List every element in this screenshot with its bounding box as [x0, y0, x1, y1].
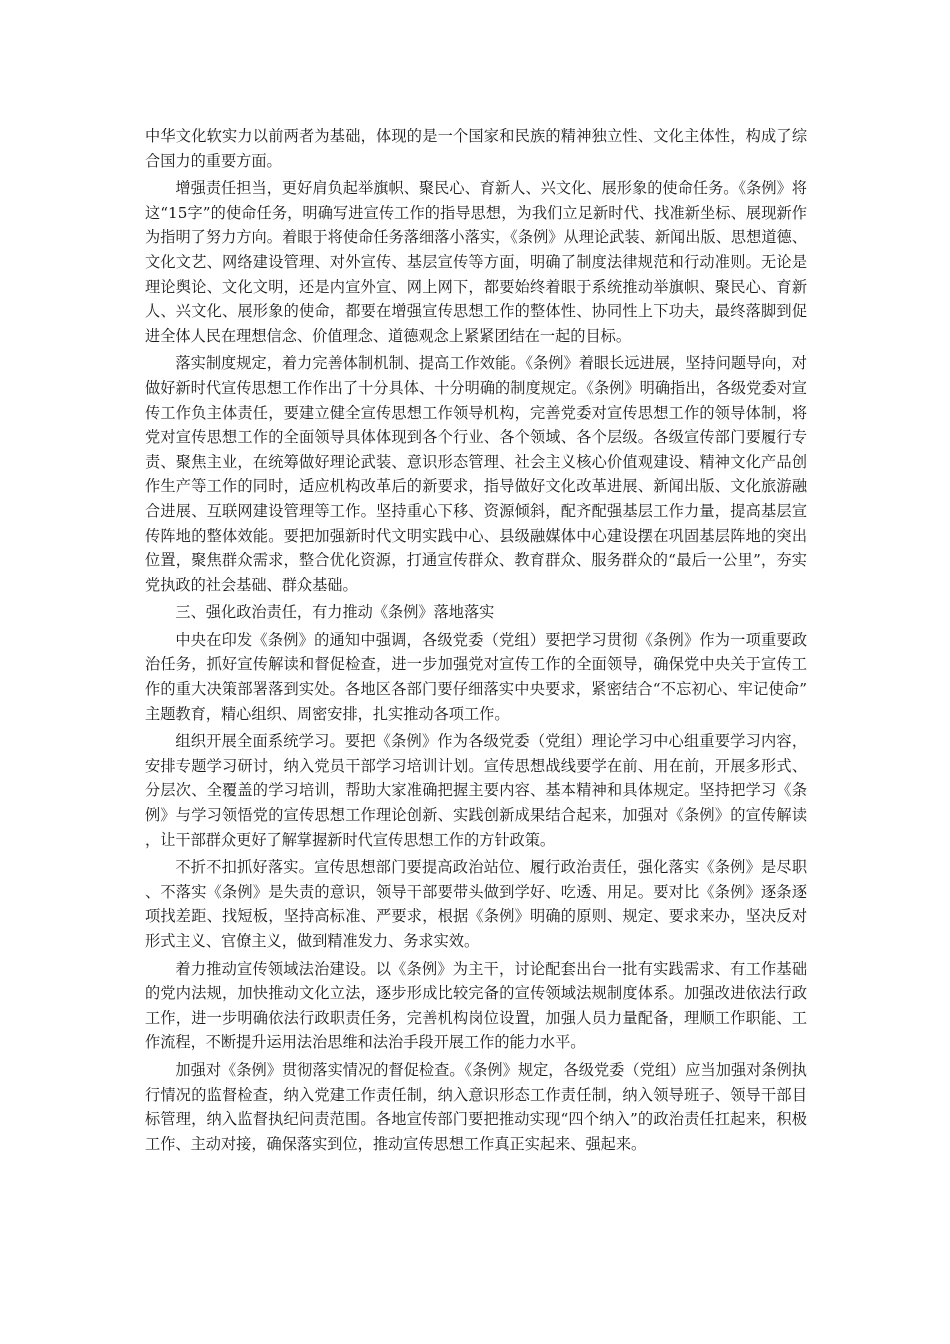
paragraph: 加强对《条例》贯彻落实情况的督促检查。《条例》规定，各级党委（党组）应当加强对条例执行情况的监督检查，纳入党建工作责任制，纳入意识形态工作责任制，纳入领导班子、领导干部目标管理，纳入监督执纪问责范围。各地宣传部门要把推动实现“四个纳入”的政治责任扛起来，积极工作、主动对接，确保落实到位，推动宣传思想工作真正实起来、强起来。	[145, 1060, 807, 1153]
section-heading: 三、强化政治责任，有力推动《条例》落地落实	[175, 603, 495, 622]
paragraph: 不折不扣抓好落实。宣传思想部门要提高政治站位、履行政治责任，强化落实《条例》是尽职、不落实《条例》是失责的意识，领导干部要带头做到学好、吃透、用足。要对比《条例》逐条逐项找差距、找短板，坚持高标准、严要求，根据《条例》明确的原则、规定、要求来办，坚决反对形式主义、官僚主义，做到精准发力、务求实效。	[145, 858, 807, 950]
paragraph: 增强责任担当，更好肩负起举旗帜、聚民心、育新人、兴文化、展形象的使命任务。《条例》将这“15字”的使命任务，明确写进宣传工作的指导思想，为我们立足新时代、找准新坐标、展现新作为指明了努力方向。着眼于将使命任务落细落小落实，《条例》从理论武装、新闻出版、思想道德、文化文艺、网络建设管理、对外宣传、基层宣传等方面，明确了制度法律规范和行动准则。无论是理论舆论、文化文明，还是内宣外宣、网上网下，都要始终着眼于系统推动举旗帜、聚民心、育新人、兴文化、展形象的使命，都要在增强宣传思想工作的整体性、协同性上下功夫，最终落脚到促进全体人民在理想信念、价值理念、道德观念上紧紧团结在一起的目标。	[145, 179, 807, 345]
paragraph: 落实制度规定，着力完善体制机制、提高工作效能。《条例》着眼长远进展，坚持问题导向，对做好新时代宣传思想工作作出了十分具体、十分明确的制度规定。《条例》明确指出，各级党委对宣传工作负主体责任，要建立健全宣传思想工作领导机构，完善党委对宣传思想工作的领导体制，将党对宣传思想工作的全面领导具体体现到各个行业、各个领域、各个层级。各级宣传部门要履行专责、聚焦主业，在统筹做好理论武装、意识形态管理、社会主义核心价值观建设、精神文化产品创作生产等工作的同时，适应机构改革后的新要求，指导做好文化改革进展、新闻出版、文化旅游融合进展、互联网建设管理等工作。坚持重心下移、资源倾斜，配齐配强基层工作力量，提高基层宣传阵地的整体效能。要把加强新时代文明实践中心、县级融媒体中心建设摆在巩固基层阵地的突出位置，聚焦群众需求，整合优化资源，打通宣传群众、教育群众、服务群众的“最后一公里”，夯实党执政的社会基础、群众基础。	[145, 354, 807, 594]
document-body	[145, 124, 807, 1159]
paragraph: 着力推动宣传领域法治建设。以《条例》为主干，讨论配套出台一批有实践需求、有工作基础的党内法规，加快推动文化立法，逐步形成比较完备的宣传领域法规制度体系。加强改进依法行政工作，进一步明确依法行政职责任务，完善机构岗位设置，加强人员力量配备，理顺工作职能、工作流程，不断提升运用法治思维和法治手段开展工作的能力水平。	[145, 959, 807, 1052]
paragraph: 组织开展全面系统学习。要把《条例》作为各级党委（党组）理论学习中心组重要学习内容，安排专题学习研讨，纳入党员干部学习培训计划。宣传思想战线要学在前、用在前，开展多形式、分层次、全覆盖的学习培训，帮助大家准确把握主要内容、基本精神和具体规定。坚持把学习《条例》与学习领悟党的宣传思想工作理论创新、实践创新成果结合起来，加强对《条例》的宣传解读，让干部群众更好了解掌握新时代宣传思想工作的方针政策。	[145, 732, 807, 849]
paragraph: 中央在印发《条例》的通知中强调，各级党委（党组）要把学习贯彻《条例》作为一项重要政治任务，抓好宣传解读和督促检查，进一步加强党对宣传工作的全面领导，确保党中央关于宣传工作的重大决策部署落到实处。各地区各部门要仔细落实中央要求，紧密结合“不忘初心、牢记使命”主题教育，精心组织、周密安排，扎实推动各项工作。	[145, 630, 807, 723]
paragraph-continuation: 中华文化软实力以前两者为基础，体现的是一个国家和民族的精神独立性、文化主体性，构成了综合国力的重要方面。	[145, 127, 807, 170]
